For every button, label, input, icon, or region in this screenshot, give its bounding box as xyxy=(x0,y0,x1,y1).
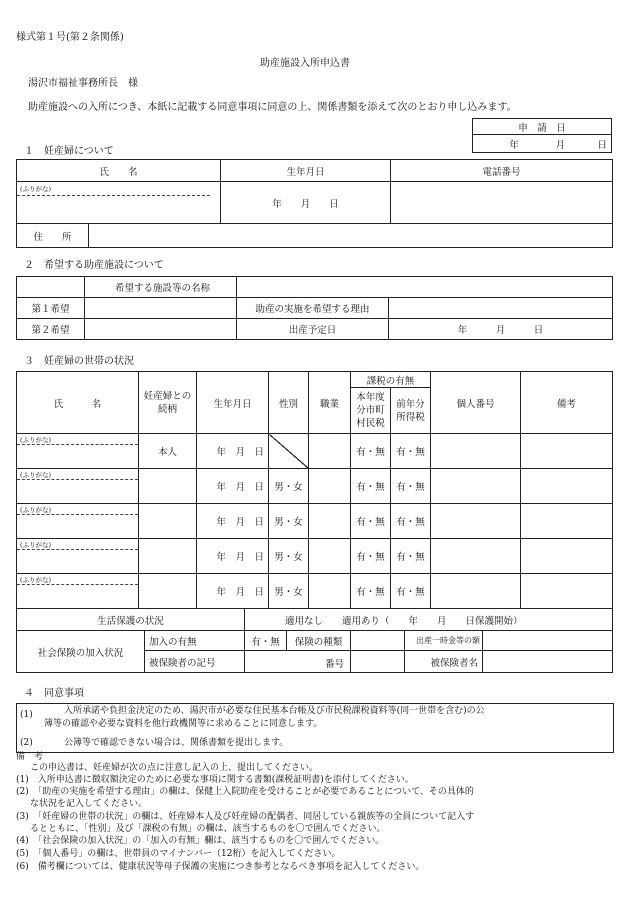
note-6: (6) 備考欄については、健康状況等母子保護の実施につき参考となるべき事項を記入してください。 xyxy=(16,862,425,872)
hh-job-field[interactable] xyxy=(309,574,351,609)
phone-header: 電話番号 xyxy=(391,160,613,182)
insured-name-label: 被保険者名 xyxy=(405,651,483,673)
hh-job-field[interactable] xyxy=(309,469,351,504)
hh-income-tax-field[interactable]: 有・無 xyxy=(391,574,431,609)
note-1: (1) 入所申込書に徴収額決定のために必要な事項に関する書類(課税証明書)を添付してください。 xyxy=(16,775,414,785)
hh-income-tax-field[interactable]: 有・無 xyxy=(391,539,431,574)
hh-relation-field[interactable] xyxy=(139,469,197,504)
due-date-field[interactable]: 年 月 日 xyxy=(389,319,613,340)
insurance-label: 社会保険の加入状況 xyxy=(17,631,145,673)
facility-blank xyxy=(17,277,85,298)
enrolled-field[interactable]: 有・無 xyxy=(245,631,287,651)
facility-header-rest xyxy=(237,277,613,298)
section3-heading: ３ 妊産婦の世帯の状況 xyxy=(24,356,134,367)
hh-relation-self: 本人 xyxy=(139,434,197,469)
hh-sex-na xyxy=(269,434,309,469)
note-4: (4) 「社会保険の加入状況」の「加入の有無」欄は、該当するものを〇で囲んでください。 xyxy=(16,836,385,846)
application-date-box xyxy=(472,118,612,153)
page-title: 助産施設入所申込書 xyxy=(260,58,350,69)
number-label: 番号 xyxy=(325,659,345,670)
hh-sex-field[interactable]: 男・女 xyxy=(269,539,309,574)
hh-name-field[interactable] xyxy=(17,539,139,574)
birth-header: 生年月日 xyxy=(221,160,391,182)
reason-field[interactable] xyxy=(389,298,613,319)
hh-birth-field[interactable]: 年 月 日 xyxy=(197,504,269,539)
table-row xyxy=(17,469,613,504)
hh-birth-field[interactable]: 年 月 日 xyxy=(197,434,269,469)
consent-item2: 公簿等で確認できない場合は、関係書類を提出します。 xyxy=(64,738,289,748)
number-field[interactable] xyxy=(351,651,405,673)
note-3a: (3) 「妊産婦の世帯の状況」の欄は、妊産婦本人及び妊産婦の配偶者、同居している親族等の全員について記入す xyxy=(16,812,475,822)
form-number: 様式第１号(第２条関係) xyxy=(16,32,124,43)
enrolled-label: 加入の有無 xyxy=(145,631,245,651)
hh-income-tax-header: 前年分所得税 xyxy=(391,388,431,434)
hh-income-tax-field[interactable]: 有・無 xyxy=(391,434,431,469)
consent-item1-line1: 入所承諾や負担金決定のため、湯沢市が必要な住民基本台帳及び市民税課税資料等(同一世帯を含む)の公 xyxy=(64,706,485,716)
facility-name-header: 希望する施設等の名称 xyxy=(85,277,237,298)
note-5: (5) 「個人番号」の欄は、世帯員のマイナンバー（12桁）を記入してください。 xyxy=(16,849,341,859)
hh-tax-header: 課税の有無 xyxy=(351,372,431,388)
section1-heading: １ 妊産婦について xyxy=(24,146,114,157)
furigana-label: (ふりがな) xyxy=(17,539,138,550)
hh-mynumber-header: 個人番号 xyxy=(431,372,521,434)
hh-remarks-header: 備考 xyxy=(521,372,613,434)
hh-remarks-field[interactable] xyxy=(521,504,613,539)
lump-sum-label: 出産一時金等の額 xyxy=(405,631,483,651)
hh-name-header: 氏 名 xyxy=(17,372,139,434)
table-row xyxy=(17,574,613,609)
applicant-birth-field[interactable]: 年 月 日 xyxy=(221,182,391,224)
hh-mynumber-field[interactable] xyxy=(431,539,521,574)
furigana-label: (ふりがな) xyxy=(17,469,138,480)
hh-local-tax-field[interactable]: 有・無 xyxy=(351,574,391,609)
first-choice-label: 第１希望 xyxy=(17,298,85,319)
table-row xyxy=(17,539,613,574)
hh-remarks-field[interactable] xyxy=(521,574,613,609)
symbol-label: 被保険者の記号 xyxy=(145,651,245,673)
hh-job-field[interactable] xyxy=(309,539,351,574)
applicant-phone-field[interactable] xyxy=(391,182,613,224)
hh-job-header: 職業 xyxy=(309,372,351,434)
symbol-field[interactable] xyxy=(245,651,351,673)
name-header: 氏 名 xyxy=(17,160,221,182)
applicant-table xyxy=(16,159,613,248)
furigana-label: (ふりがな) xyxy=(17,574,138,585)
hh-local-tax-field[interactable]: 有・無 xyxy=(351,504,391,539)
hh-birth-field[interactable]: 年 月 日 xyxy=(197,574,269,609)
furigana-label: (ふりがな) xyxy=(17,182,210,196)
consent-item1-line2: 簿等の確認や必要な資料を他行政機関等に求めることに同意します。 xyxy=(44,719,323,729)
applicant-name-field[interactable] xyxy=(17,182,221,224)
hh-relation-field[interactable] xyxy=(139,539,197,574)
hh-name-field[interactable] xyxy=(17,434,139,469)
consent-item2-number: (2) xyxy=(20,738,33,748)
hh-remarks-field[interactable] xyxy=(521,539,613,574)
reason-label: 助産の実施を希望する理由 xyxy=(237,298,389,319)
hh-relation-field[interactable] xyxy=(139,574,197,609)
hh-mynumber-field[interactable] xyxy=(431,434,521,469)
hh-relation-field[interactable] xyxy=(139,504,197,539)
hh-sex-field[interactable]: 男・女 xyxy=(269,574,309,609)
application-day[interactable]: 日 xyxy=(565,135,611,153)
application-year[interactable]: 年 xyxy=(473,135,519,153)
due-date-label: 出産予定日 xyxy=(237,319,389,340)
hh-local-tax-header: 本年度分市町村民税 xyxy=(351,388,391,434)
hh-income-tax-field[interactable]: 有・無 xyxy=(391,504,431,539)
hh-job-field[interactable] xyxy=(309,434,351,469)
hh-relation-header: 妊産婦との続柄 xyxy=(139,372,197,434)
address-field[interactable] xyxy=(89,224,613,248)
hh-remarks-field[interactable] xyxy=(521,469,613,504)
application-date-label: 申 請 日 xyxy=(473,119,612,135)
hh-local-tax-field[interactable]: 有・無 xyxy=(351,539,391,574)
section4-heading: ４ 同意事項 xyxy=(24,688,84,699)
hh-local-tax-field[interactable]: 有・無 xyxy=(351,469,391,504)
facility-table xyxy=(16,276,613,340)
hh-sex-header: 性別 xyxy=(269,372,309,434)
hh-mynumber-field[interactable] xyxy=(431,574,521,609)
lump-sum-field[interactable] xyxy=(483,631,613,651)
first-choice-field[interactable] xyxy=(85,298,237,319)
hh-name-field[interactable] xyxy=(17,504,139,539)
insured-name-field[interactable] xyxy=(483,651,613,673)
hh-birth-header: 生年月日 xyxy=(197,372,269,434)
welfare-table xyxy=(16,608,613,673)
address-header: 住 所 xyxy=(17,224,89,248)
addressee: 湯沢市福祉事務所長 様 xyxy=(28,78,138,89)
note-3b: るとともに、「性別」及び「課税の有無」の欄は、該当するものを〇で囲んでください。 xyxy=(30,824,386,834)
hh-birth-field[interactable]: 年 月 日 xyxy=(197,539,269,574)
hh-job-field[interactable] xyxy=(309,504,351,539)
application-month[interactable]: 月 xyxy=(519,135,565,153)
insurance-type-label: 保険の種類 xyxy=(287,631,351,651)
hh-name-field[interactable] xyxy=(17,469,139,504)
furigana-label: (ふりがな) xyxy=(17,504,138,515)
hh-name-field[interactable] xyxy=(17,574,139,609)
hh-sex-field[interactable]: 男・女 xyxy=(269,504,309,539)
second-choice-label: 第２希望 xyxy=(17,319,85,340)
consent-item1-number: (1) xyxy=(20,710,33,720)
note-2b: な状況を記入してください。 xyxy=(30,799,148,809)
household-table xyxy=(16,371,613,609)
insurance-type-field[interactable] xyxy=(351,631,405,651)
furigana-label: (ふりがな) xyxy=(17,434,138,445)
welfare-label: 生活保護の状況 xyxy=(17,609,245,631)
table-row xyxy=(17,434,613,469)
hh-sex-field[interactable]: 男・女 xyxy=(269,469,309,504)
second-choice-field[interactable] xyxy=(85,319,237,340)
table-row xyxy=(17,504,613,539)
hh-remarks-field[interactable] xyxy=(521,434,613,469)
hh-mynumber-field[interactable] xyxy=(431,504,521,539)
hh-income-tax-field[interactable]: 有・無 xyxy=(391,469,431,504)
notes-heading: 備 考 xyxy=(16,752,44,762)
note-2a: (2) 「助産の実施を希望する理由」の欄は、保健上入院助産を受けることが必要であることについて、その具体的 xyxy=(16,787,474,797)
welfare-field[interactable]: 適用なし 適用あり（ 年 月 日保護開始） xyxy=(245,609,613,631)
notes-intro: この申込書は、妊産婦が次の点に注意し記入の上、提出してください。 xyxy=(30,763,319,773)
hh-local-tax-field[interactable]: 有・無 xyxy=(351,434,391,469)
intro-text: 助産施設への入所につき、本紙に記載する同意事項に同意の上、関係書類を添えて次のとおり申し込みます。 xyxy=(28,102,517,113)
section2-heading: ２ 希望する助産施設について xyxy=(24,260,164,271)
hh-mynumber-field[interactable] xyxy=(431,469,521,504)
hh-birth-field[interactable]: 年 月 日 xyxy=(197,469,269,504)
